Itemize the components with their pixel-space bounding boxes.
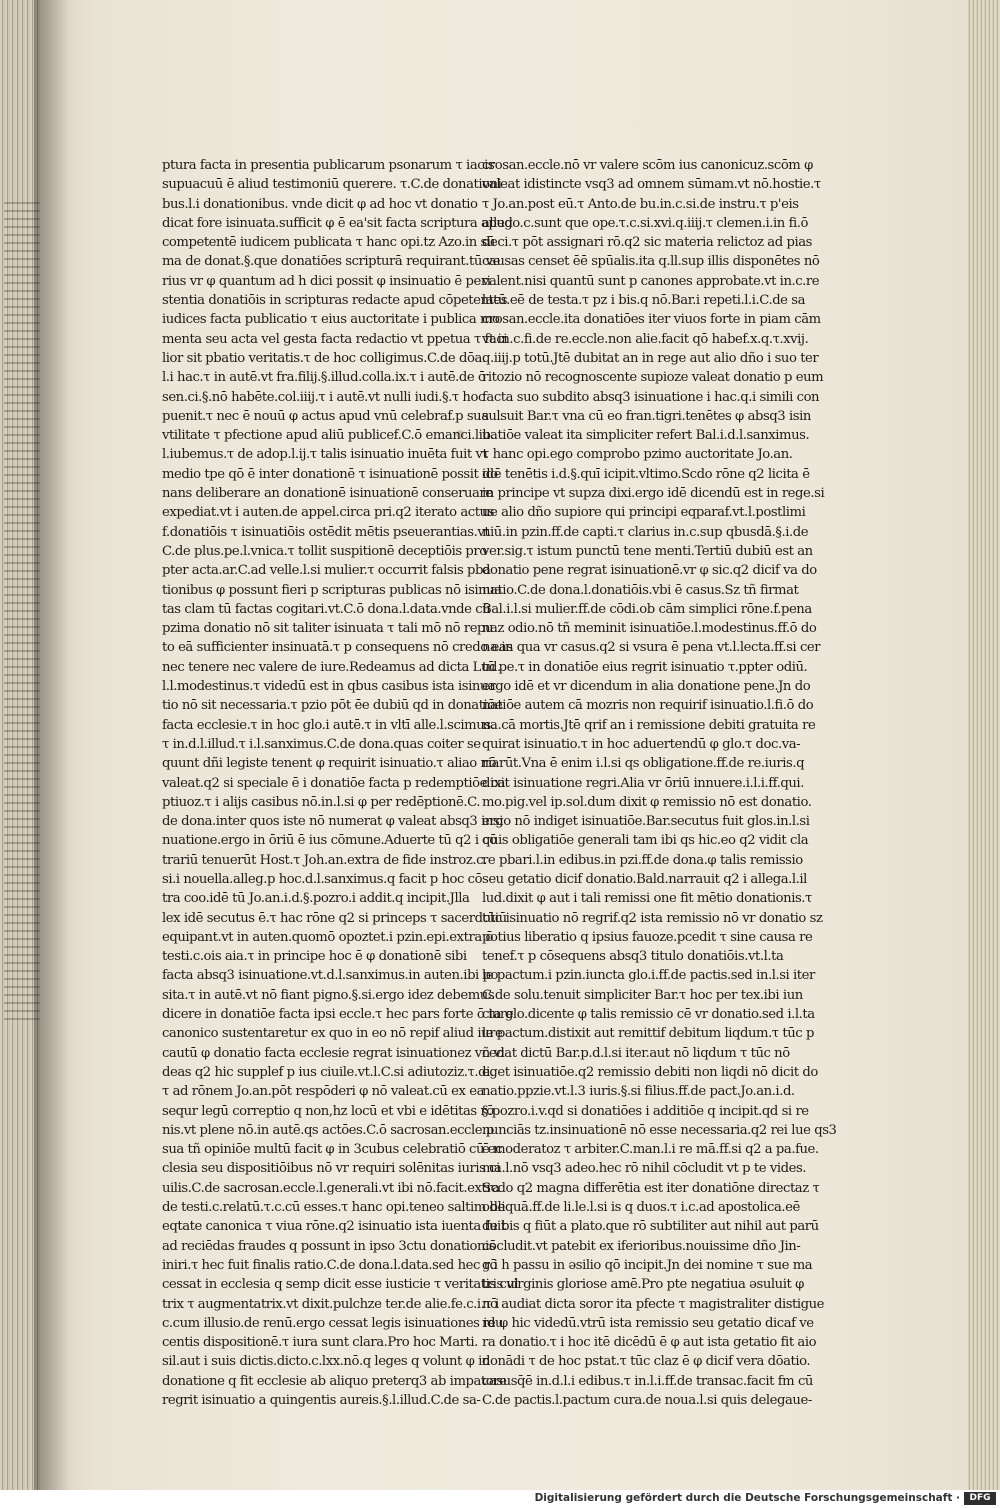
text-line: si.i nouella.alleg.p hoc.d.l.sanximus.q facit p hoc cō <box>162 871 483 887</box>
text-line: lior sit pbatio veritatis.τ de hoc colligimus.C.de dōa. <box>162 350 486 366</box>
text-line: C.de pactis.l.pactum cura.de noua.l.si quis delegaue- <box>482 1393 812 1408</box>
text-line: riarūt.Vna ē enim i.l.si qs obligatione.ff.de re.iuris.q <box>482 756 805 772</box>
text-line: expediat.vt i auten.de appel.circa pri.q2 iterato actus <box>162 505 494 521</box>
text-line: ē moderatoz τ arbiter.C.man.l.i re mā.ff.si q2 a pa.fue. <box>482 1142 819 1158</box>
text-line: sua tñ opiniōe multū facit φ in 3cubus celebratiō cū ec <box>162 1142 503 1158</box>
text-line: valeat idistincte vsq3 ad omnem sūmam.vt nō.hostie.τ <box>482 177 821 193</box>
text-line: facta absq3 isinuatione.vt.d.l.sanximus.in auten.ibi po <box>162 968 499 984</box>
text-line: na.cā mortis.Jtē qrif an i remissione debiti gratuita re <box>482 717 816 733</box>
text-line: q.iiij.p totū.Jtē dubitat an in rege aut alio dño i suo ter <box>482 350 819 366</box>
text-line: canonico sustentaretur ex quo in eo nō repif aliud iure <box>162 1026 503 1042</box>
text-line: stentia donatiōis in scripturas redacte apud cōpetentes <box>162 293 508 309</box>
text-line: tio nō sit necessaria.τ pzio pōt ēe dubiū qd in donatiōe <box>162 698 503 714</box>
right-page-edge <box>968 0 1000 1490</box>
text-line: donatione q fit ecclesie ab aliquo preterq3 ab impatore <box>162 1373 507 1389</box>
text-line: na.in qua vr casus.q2 si vsura ē pena vt.l.lecta.ff.si cer <box>482 640 821 656</box>
text-line: dicat fore isinuata.sufficit φ ē ea'sit facta scriptura apud <box>162 215 513 231</box>
text-line: τ in.d.l.illud.τ i.l.sanximus.C.de dona.quas coiter se <box>162 736 481 752</box>
text-line: sen.ci.§.nō habēte.col.iiij.τ i autē.vt nulli iudi.§.τ hoc <box>162 389 485 405</box>
text-line: tionibus φ possunt fieri p scripturas publicas nō isinua <box>162 582 502 598</box>
text-line: naz odio.nō tñ meminit isinuatiōe.l.modestinus.ff.ō do <box>482 621 817 637</box>
text-line: τ ad rōnem Jo.an.pōt respōderi φ nō valeat.cū ex ea <box>162 1084 485 1100</box>
text-line: donādi τ de hoc pstat.τ tūc claz ē φ dicif vera dōatio. <box>482 1354 811 1370</box>
text-line: cōcludit.vt patebit ex iferioribus.nouissime dño Jin- <box>482 1238 801 1254</box>
text-line: uatiōe valeat ita simpliciter refert Bal.i.d.l.sanximus. <box>482 428 810 444</box>
text-line: c.cum illusio.de renū.ergo cessat legis isinuationes idu <box>162 1315 504 1331</box>
text-line: ptura facta in presentia publicarum psonarum τ iacis <box>162 158 495 173</box>
text-line: competentē iudicem publicata τ hanc opi.tz Azo.in sū <box>162 235 495 251</box>
text-line: centis dispositionē.τ iura sunt clara.Pro hoc Marti. <box>162 1335 478 1351</box>
text-line: pzima donatio nō sit taliter isinuata τ tali mō nō repu <box>162 621 494 637</box>
text-line: seu getatio dicif donatio.Bald.narrauit q2 i allega.l.il <box>482 871 807 887</box>
text-line: cessat in ecclesia q semp dicit esse iusticie τ veritatis cul <box>162 1277 519 1293</box>
text-line: idē tenētis i.d.§.quī icipit.vltimo.Scdo rōne q2 licita ē <box>482 466 810 482</box>
text-line: rius vr φ quantum ad h dici possit φ insinuatio ē peri <box>162 273 491 289</box>
text-line: ergo nō indiget isinuatiōe.Bar.secutus fuit glos.in.l.si <box>482 814 810 830</box>
text-line: lud.dixit φ aut i tali remissi one fit mētio donationis.τ <box>482 891 812 907</box>
text-line: ad reciēdas fraudes q possunt in ipso 3ctu donationis <box>162 1238 496 1254</box>
text-line: dixit isinuatione regri.Alia vr ōriū innuere.i.l.i.ff.qui. <box>482 775 804 791</box>
text-line: nis.vt plene nō.in autē.qs actōes.C.ō sacrosan.eccle.p <box>162 1122 494 1138</box>
text-line: Scdo q2 magna differētia est iter donatiōne directaz τ <box>482 1180 820 1196</box>
text-line: re pbari.l.in edibus.in pzi.ff.de dona.φ talis remissio <box>482 852 803 868</box>
text-line: to eā sufficienter insinuatā.τ p consequens nō credo eas <box>162 640 513 656</box>
text-line: ergo idē et vr dicendum in alia donatione pene.Jn do <box>482 679 811 695</box>
text-line: ue alio dño supiore qui principi eqparaf.vt.l.postlimi <box>482 505 806 521</box>
text-line: in principe vt supza dixi.ergo idē dicendū est in rege.si <box>482 486 825 502</box>
text-line: τ Jo.an.post eū.τ Anto.de bu.in.c.si.de instru.τ p'eis <box>482 196 799 212</box>
text-line: puenit.τ nec ē nouū φ actus apud vnū celebraf.p sua <box>162 408 489 424</box>
text-line: tenef.τ p cōsequens absq3 titulo donatiōis.vt.l.ta <box>482 949 784 965</box>
text-line: l.iubemus.τ de adop.l.ij.τ talis isinuatio inuēta fuit vt <box>162 447 488 463</box>
text-line: ma.l.nō vsq3 adeo.hec rō nihil cōcludit vt p te vides. <box>482 1161 807 1177</box>
right-text-column <box>482 156 837 1410</box>
text-line: trariū tenuerūt Host.τ Joh.an.extra de fide instroz.c. <box>162 852 487 868</box>
text-line: cta glo.dicente φ talis remissio cē vr donatio.sed i.l.ta <box>482 1007 815 1023</box>
text-line: medio tpe qō ē inter donationē τ isinuationē possit do <box>162 466 498 482</box>
text-line: sita.τ in autē.vt nō fiant pigno.§.si.ergo idez debemus <box>162 987 495 1003</box>
text-line: donatio pene regrat isinuationē.vr φ sic.q2 dicif va do <box>482 563 817 579</box>
text-line: ptiuoz.τ i alijs casibus nō.in.l.si φ per redēptionē.C. <box>162 794 480 810</box>
text-line: menta seu acta vel gesta facta redactio vt ppetua τ faci <box>162 331 508 347</box>
text-line: C.de solu.tenuit simpliciter Bar.τ hoc per tex.ibi iun <box>482 987 803 1003</box>
text-line: testi.c.ois aia.τ in principe hoc ē φ donationē sibi <box>162 949 467 965</box>
text-line: tūc isinuatio nō regrif.q2 ista remissio nō vr donatio sz <box>482 910 823 926</box>
text-line: casusq̄ē in.d.l.i edibus.τ in.l.i.ff.de transac.facit fm cū <box>482 1373 813 1389</box>
text-line: tas clam tū factas cogitari.vt.C.ō dona.l.data.vnde cū <box>162 601 491 617</box>
text-line: nunciās tz.insinuationē nō esse necessaria.q2 rei lue qs3 <box>482 1122 837 1138</box>
text-line: tū pe.τ in donatiōe eius regrit isinuatio τ.ppter odiū. <box>482 659 808 675</box>
text-line: nec tenere nec valere de iure.Redeamus ad dicta Lud. <box>162 659 501 675</box>
text-line: sil.aut i suis dictis.dicto.c.lxx.nō.q leges q volunt φ in <box>162 1354 490 1370</box>
text-line: le pactum.distixit aut remittif debitum liqdum.τ tūc p <box>482 1026 814 1042</box>
text-line: eget isinuatiōe.q2 remissio debiti non liqdi nō dicit do <box>482 1064 818 1080</box>
text-line: le pactum.i pzin.iuncta glo.i.ff.de pactis.sed in.l.si iter <box>482 968 815 984</box>
text-line: tris virginis gloriose amē.Pro pte negatiua əsuluit φ <box>482 1277 804 1293</box>
text-line: cedat dictū Bar.p.d.l.si iter.aut nō liqdum τ tūc nō <box>482 1045 790 1061</box>
text-line: iniri.τ hec fuit finalis ratio.C.de dona.l.data.sed hec rō <box>162 1257 497 1273</box>
text-line: potius liberatio q ipsius fauoze.pcedit τ sine causa re <box>482 929 813 945</box>
text-line: §.pozro.i.v.qd si donatiōes i additiōe q incipit.qd si re <box>482 1103 809 1119</box>
text-line: nans deliberare an donationē isinuationē conseruare <box>162 486 493 502</box>
text-line: obliquā.ff.de li.le.l.si is q duos.τ i.c.ad apostolica.eē <box>482 1200 800 1216</box>
text-line: valeat.q2 si speciale ē i donatiōe facta p redemptiōe ca <box>162 775 506 791</box>
text-line: crosan.eccle.ita donatiōes iter viuos forte in piam cām <box>482 312 821 328</box>
text-line: g.i h passu in əsilio qō incipit.Jn dei nomine τ sue ma <box>482 1257 813 1273</box>
text-line: ra donatio.τ i hoc itē dicēdū ē φ aut ista getatio fit aio <box>482 1335 817 1351</box>
text-line: bus.l.i donationibus. vnde dicit φ ad hoc vt donatio <box>162 196 478 212</box>
text-line: trix τ augmentatrix.vt dixit.pulchze ter.de alie.fe.c.i.τ i <box>162 1296 499 1312</box>
text-line: f.donatiōis τ isinuatiōis ostēdit mētis pseuerantias.vt <box>162 524 490 540</box>
text-line: latū.eē de testa.τ pz i bis.q nō.Bar.i repeti.l.i.C.de sa <box>482 293 806 309</box>
text-line: de dona.inter quos iste nō numerat φ valeat absq3 insi <box>162 814 503 830</box>
text-line: regrit isinuatio a quingentis aureis.§.l.illud.C.de sa- <box>162 1393 481 1408</box>
footer-bar <box>0 1490 1000 1508</box>
text-line: quirat isinuatio.τ in hoc aduertendū φ glo.τ doc.va- <box>482 736 801 752</box>
text-line: dicere in donatiōe facta ipsi eccle.τ hec pars forte ō iure <box>162 1007 514 1023</box>
text-line: l.i hac.τ in autē.vt fra.filij.§.illud.colla.ix.τ i autē.de ō <box>162 370 486 386</box>
text-line: clesia seu dispositiōibus nō vr requiri solēnitas iuris ci <box>162 1161 500 1177</box>
text-line: lex idē secutus ē.τ hac rōne q2 si princeps τ sacerdotiū <box>162 910 507 926</box>
text-line: natiōe autem cā mozris non requirif isinuatio.l.fi.ō do <box>482 698 814 714</box>
text-line: natio.ppzie.vt.l.3 iuris.§.si filius.ff.de pact.Jo.an.i.d. <box>482 1084 795 1100</box>
text-line: vtilitate τ pfectione apud aliū publicef.C.ō emanci.lib. <box>162 428 495 444</box>
text-line: mo.pig.vel ip.sol.dum dixit φ remissio nō est donatio. <box>482 794 812 810</box>
text-line: ritozio nō recognoscente supioze valeat donatio p eum <box>482 370 824 386</box>
text-line: l.l.modestinus.τ videdū est in qbus casibus ista isinua <box>162 679 496 695</box>
text-line: nō audiat dicta soror ita pfecte τ magistraliter distigue <box>482 1296 825 1312</box>
text-line: re φ hic videdū.vtrū ista remissio seu getatio dicaf ve <box>482 1315 814 1331</box>
text-line: natio.C.de dona.l.donatiōis.vbi ē casus.Sz tñ firmat <box>482 582 799 598</box>
text-line: deas q2 hic supplef p ius ciuile.vt.l.C.si adiutoziz.τ.di. <box>162 1064 494 1080</box>
facing-page-bleed <box>4 200 40 1020</box>
text-line: uilis.C.de sacrosan.eccle.l.generali.vt ibi nō.facit.extra <box>162 1180 500 1196</box>
text-line: deci.τ pōt assignari rō.q2 sic materia relictoz ad pias <box>482 235 812 251</box>
text-line: quunt dñi legiste tenent φ requirit isinuatio.τ aliao nō <box>162 756 497 772</box>
text-line: crosan.eccle.nō vr valere scōm ius canonicuz.scōm φ <box>482 158 813 173</box>
text-line: ma de donat.§.que donatiōes scripturā requirant.tū ve <box>162 254 500 270</box>
text-line: quis obligatiōe generali tam ibi qs hic.eo q2 vidit cla <box>482 833 809 849</box>
text-line: iudices facta publicatio τ eius auctoritate i publica mo <box>162 312 500 328</box>
text-line: pter acta.ar.C.ad velle.l.si mulier.τ occurrit falsis pba <box>162 563 491 579</box>
text-line: nuatione.ergo in ōriū ē ius cōmune.Aduerte tū q2 i cō <box>162 833 497 849</box>
text-line: C.de plus.pe.l.vnica.τ tollit suspitionē deceptiōis pro <box>162 543 487 559</box>
text-line: vt in.c.fi.de re.eccle.non alie.facit qō habef.x.q.τ.xvij. <box>482 331 809 347</box>
text-line: allego.c.sunt que ope.τ.c.si.xvi.q.iiij.τ clemen.i.in fi.ō <box>482 215 809 231</box>
text-line: Bal.i.l.si mulier.ff.de cōdi.ob cām simplici rōne.f.pena <box>482 601 812 617</box>
text-line: eqtate canonica τ viua rōne.q2 isinuatio ista iuenta fuit <box>162 1219 506 1235</box>
text-line: tra coo.idē tū Jo.an.i.d.§.pozro.i addit.q incipit.Jlla <box>162 891 470 907</box>
text-line: de testi.c.relatū.τ.c.cū esses.τ hanc opi.teneo saltim de <box>162 1200 505 1216</box>
text-line: cautū φ donatio facta ecclesie regrat isinuationez vñ vi <box>162 1045 505 1061</box>
dfg-logo-icon: DFG <box>964 1492 996 1505</box>
text-line: sequr legū correptio q non,hz locū et vbi e idētitas rō <box>162 1103 494 1119</box>
text-line: facta suo subdito absq3 isinuatione i hac.q.i simili con <box>482 389 820 405</box>
text-line: valent.nisi quantū sunt p canones approbate.vt in.c.re <box>482 273 820 289</box>
text-line: τ hanc opi.ego comprobo pzimo auctoritate Jo.an. <box>482 447 793 463</box>
left-text-column <box>162 156 519 1410</box>
text-line: supuacuū ē aliud testimoniū querere. τ.C.de donationi <box>162 177 502 193</box>
text-line: sulsuit Bar.τ vna cū eo fran.tigri.tenētes φ absq3 isin <box>482 408 811 424</box>
text-line: equipant.vt in auten.quomō opoztet.i pzin.epi.extra ō <box>162 929 493 945</box>
text-line: causas censet ēē spūalis.ita q.ll.sup illis disponētes nō <box>482 254 820 270</box>
text-line: facta ecclesie.τ in hoc glo.i autē.τ in vltī alle.l.scimus. <box>162 717 495 733</box>
text-line: de bis q fiūt a plato.que rō subtiliter aut nihil aut parū <box>482 1219 819 1235</box>
text-line: niū.in pzin.ff.de capti.τ clarius in.c.sup qbusdā.§.i.de <box>482 524 809 540</box>
footer-credit: Digitalisierung gefördert durch die Deutsche Forschungsgemeinschaft · <box>534 1492 960 1504</box>
text-line: ver.sig.τ istum punctū tene menti.Tertiū dubiū est an <box>482 543 813 559</box>
